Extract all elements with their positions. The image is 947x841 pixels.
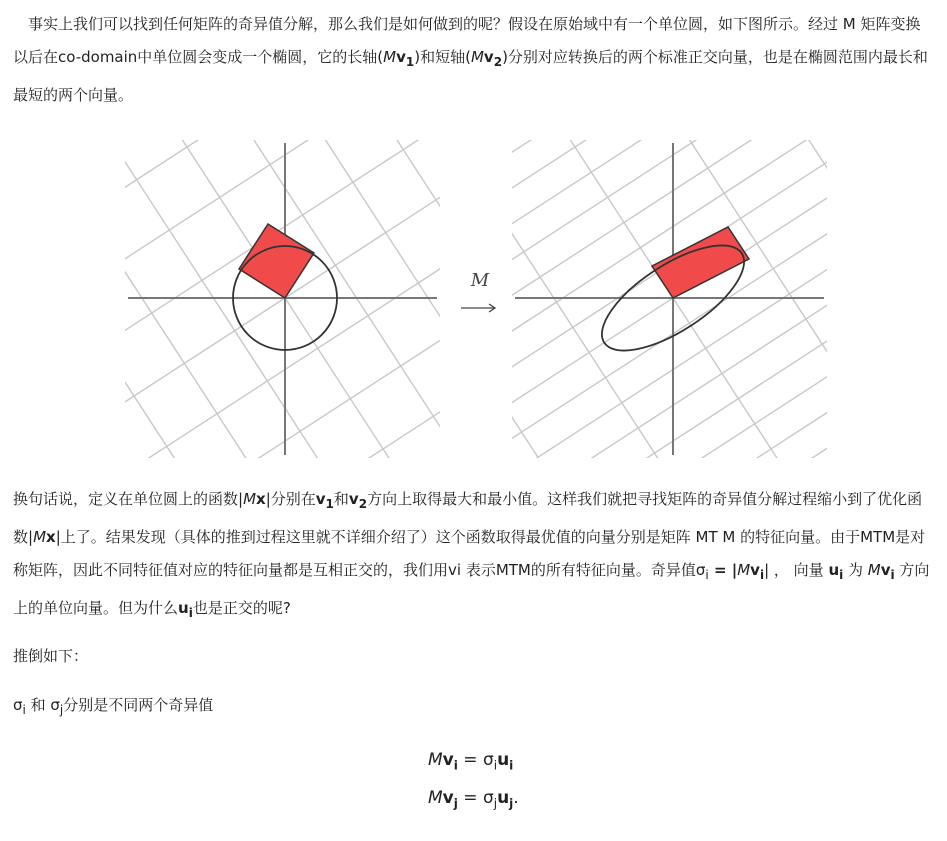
text: 事实上我们可以找到任何矩阵的奇异值分解，那么我们是如何做到的呢？假设在原始域中有一个单位圆，如下图所示。经过 M 矩阵变换以后在co-domain中单位圆会变成一个椭圆，它的长轴(: [13, 15, 921, 66]
subscript: i: [839, 568, 844, 582]
text: = |: [708, 561, 738, 579]
text: |分别在: [265, 490, 316, 508]
subscript: 2: [358, 497, 368, 511]
math-v: v: [442, 750, 454, 770]
text: 方向上的单位向量。但为什么: [13, 561, 930, 617]
text: | ， 向量: [764, 561, 829, 579]
math-u: u: [178, 599, 189, 617]
subscript: i: [453, 758, 458, 773]
text: 方向上取得最大和最小值。这样我们就把寻找矩阵的奇异值分解过程缩小到了优化函数|: [13, 490, 923, 546]
subscript: i: [705, 568, 709, 582]
math-v: v: [750, 561, 760, 579]
text: |上了。结果发现（具体的推到过程这里就不详细介绍了）这个函数取得最优值的向量分别是矩阵 MT M 的特征向量。由于MTM是对称矩阵，因此不同特征值对应的特征向量都是互相正交的，我们用vi 表示MTM的所有特征向量。奇异值σ: [13, 528, 926, 579]
subscript: 1: [405, 55, 415, 69]
text: .: [513, 788, 519, 808]
arrow-label: M: [470, 270, 490, 291]
subscript: j: [59, 703, 64, 717]
sigma-i: σ: [13, 696, 23, 714]
math-u: u: [497, 750, 510, 770]
text: 分别是不同两个奇异值: [63, 696, 214, 714]
singular-values-line: [13, 689, 933, 727]
unit-circle-panel: [125, 140, 440, 458]
subscript: 1: [325, 497, 334, 511]
subscript: i: [493, 758, 498, 773]
math-m: M: [470, 48, 484, 66]
subscript: i: [509, 758, 514, 773]
explanation-paragraph: [13, 483, 933, 630]
text: = σ: [457, 788, 494, 808]
subscript: i: [890, 568, 895, 582]
ellipse-panel: [512, 140, 827, 458]
math-x: x: [46, 528, 56, 546]
subscript: j: [493, 796, 498, 811]
equation-j: [428, 788, 519, 810]
text: = σ: [457, 750, 494, 770]
math-u: u: [828, 561, 840, 579]
math-x: x: [256, 490, 266, 508]
math-v: v: [442, 788, 454, 808]
subscript: j: [509, 796, 514, 811]
text: 和 σ: [25, 696, 60, 714]
subscript: j: [453, 796, 458, 811]
math-v: v: [880, 561, 891, 579]
math-v: v: [483, 48, 494, 66]
math-v: v: [396, 48, 406, 66]
math-m: M: [867, 561, 881, 579]
derivation-heading: 推倒如下：: [13, 647, 89, 665]
math-m: M: [737, 561, 751, 579]
subscript: i: [759, 568, 765, 582]
math-u: u: [497, 788, 510, 808]
right-arrow-icon: [459, 300, 499, 316]
text: )和短轴(: [414, 48, 471, 66]
text: 换句话说，定义在单位圆上的函数|: [13, 490, 244, 508]
text: 和: [333, 490, 349, 508]
text: 也是正交的呢?: [192, 599, 291, 617]
text: 为: [843, 561, 868, 579]
intro-paragraph: [13, 8, 933, 112]
svd-figure: [125, 140, 830, 460]
subscript: i: [188, 606, 193, 620]
math-m: M: [33, 528, 47, 546]
subscript: 2: [493, 55, 503, 69]
subscript: i: [22, 703, 26, 717]
math-m: M: [428, 788, 443, 808]
text: )分别对应转换后的两个标准正交向量，也是在椭圆范围内最长和最短的两个向量。: [13, 48, 928, 104]
math-v: v: [348, 490, 359, 508]
math-m: M: [243, 490, 257, 508]
math-v: v: [315, 490, 326, 508]
math-m: M: [428, 750, 443, 770]
math-m: M: [383, 48, 397, 66]
equation-i: [428, 750, 513, 772]
